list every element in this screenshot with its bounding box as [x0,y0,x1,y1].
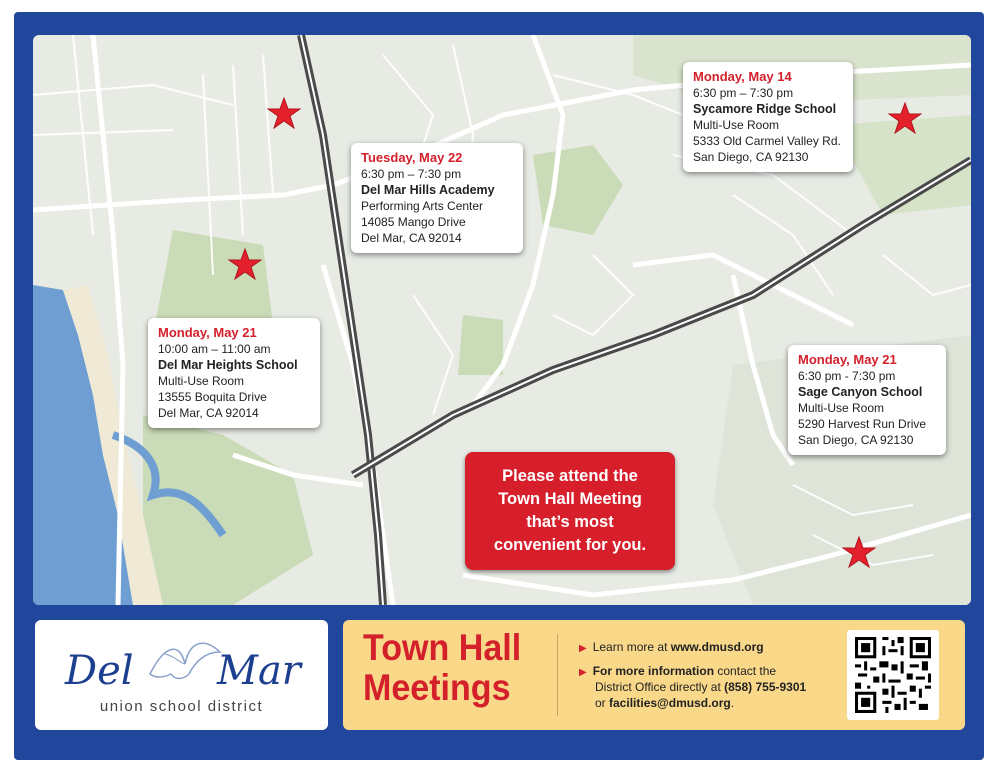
event-callout-del-mar-hills [351,143,523,253]
star-marker-icon [888,102,922,136]
more-info-bold: For more information [592,664,715,678]
triangle-bullet-icon: ▶ [579,667,587,678]
divider [557,634,558,716]
event-callout-sage-canyon [788,345,946,455]
event-city: San Diego, CA 92130 [798,433,914,447]
qr-code-icon[interactable] [847,630,939,720]
event-school: Sycamore Ridge School [693,102,837,116]
title-line-1: Town Hall [363,627,522,668]
attend-line-2: Town Hall Meeting [498,490,642,508]
event-room: Multi-Use Room [158,374,245,388]
attend-message [465,452,675,570]
event-address: 14085 Mango Drive [361,215,466,229]
triangle-bullet-icon: ▶ [579,643,587,654]
event-city: San Diego, CA 92130 [693,150,809,164]
qr-pattern [855,637,931,713]
learn-prefix: Learn more at [592,640,671,654]
event-room: Multi-Use Room [693,118,780,132]
event-time: 6:30 pm – 7:30 pm [693,86,794,100]
logo-word-left: Del [65,648,134,694]
event-time: 10:00 am – 11:00 am [158,342,271,356]
event-callout-sycamore-ridge [683,62,853,172]
contact-prefix: District Office directly at [595,680,725,694]
email-line [595,696,734,711]
event-room: Performing Arts Center [361,199,484,213]
learn-more-line [579,640,764,656]
event-time: 6:30 pm – 7:30 pm [361,167,462,181]
phone-number[interactable]: (858) 755-9301 [724,680,807,694]
event-day: Monday, May 21 [798,352,897,367]
dove-icon [145,634,225,686]
more-info-line [579,664,776,680]
event-day: Monday, May 21 [158,325,257,340]
star-marker-icon [267,97,301,131]
event-address: 13555 Boquita Drive [158,390,267,404]
event-callout-del-mar-heights [148,318,320,428]
event-school: Del Mar Heights School [158,358,298,372]
info-panel [343,620,965,730]
event-day: Monday, May 14 [693,69,792,84]
logo-word-right: Mar [217,648,301,694]
event-school: Del Mar Hills Academy [361,183,495,197]
title-line-2: Meetings [363,667,511,708]
map [33,35,971,605]
website-link[interactable]: www.dmusd.org [670,640,764,654]
event-day: Tuesday, May 22 [361,150,463,165]
attend-line-1: Please attend the [502,467,638,485]
more-info-text: contact the [714,664,777,678]
contact-line [595,680,806,695]
event-city: Del Mar, CA 92014 [361,231,462,245]
attend-line-4: convenient for you. [493,536,647,554]
star-marker-icon [228,248,262,282]
event-time: 6:30 pm - 7:30 pm [798,369,896,383]
attend-line-3: that’s most [526,513,614,531]
event-address: 5333 Old Carmel Valley Rd. [693,134,841,148]
district-logo [35,620,328,730]
email-prefix: or [595,696,610,710]
event-school: Sage Canyon School [798,385,923,399]
star-marker-icon [842,536,876,570]
email-suffix: . [730,696,735,710]
town-hall-title [363,628,521,708]
event-address: 5290 Harvest Run Drive [798,417,927,431]
event-city: Del Mar, CA 92014 [158,406,259,420]
email-link[interactable]: facilities@dmusd.org [609,696,731,710]
logo-subtitle: union school district [99,698,264,715]
event-room: Multi-Use Room [798,401,885,415]
